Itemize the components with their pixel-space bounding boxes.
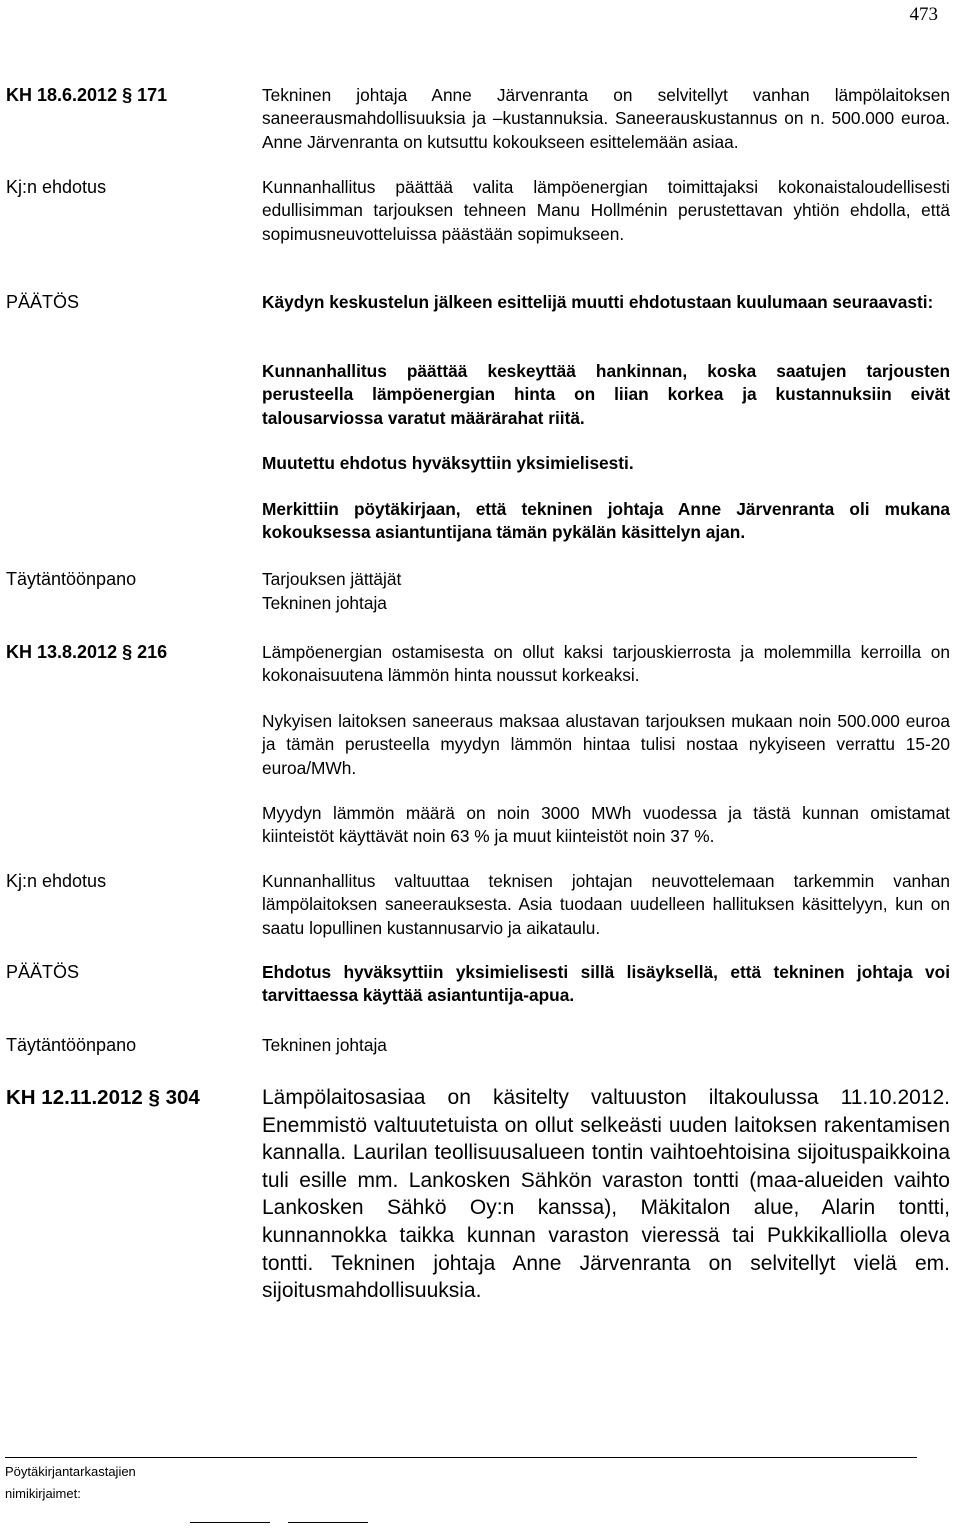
taytantoonpano-line-171-1: Tarjouksen jättäjät [262, 569, 402, 589]
paatos-text-171-3: Muutettu ehdotus hyväksyttiin yksimielisesti. [262, 453, 634, 473]
kj-ehdotus-text-171: Kunnanhallitus päättää valita lämpöenergian toimittajaksi kokonaistaloudellisesti edullisimman tarjouksen tehneen Manu Hollménin perustettavan yhtiön ehdolla, että sopimusneuvotteluissa päästään sopimukseen. [262, 177, 950, 244]
kj-ehdotus-text-216: Kunnanhallitus valtuuttaa teknisen johtajan neuvottelemaan tarkemmin vanhan lämpölaitoksen saneerauksesta. Asia tuodaan uudelleen hallituksen käsittelyyn, kun on saatu lopullinen kustannusarvio ja aikataulu. [262, 871, 950, 938]
section-171-intro: Tekninen johtaja Anne Järvenranta on selvitellyt vanhan lämpölaitoksen saneerausmahdollisuuksia ja –kustannuksia. Saneerauskustannus on n. 500.000 euroa. Anne Järvenranta on kutsuttu kokoukseen esittelemään asiaa. [262, 85, 950, 152]
taytantoonpano-label-171: Täytäntöönpano [6, 569, 137, 589]
paatos-text-216: Ehdotus hyväksyttiin yksimielisesti sillä lisäyksellä, että tekninen johtaja voi tarvittaessa käyttää asiantuntija-apua. [262, 962, 950, 1006]
paatos-label-216: PÄÄTÖS [6, 962, 80, 982]
page-number: 473 [909, 4, 938, 25]
signature-line-2 [288, 1522, 368, 1523]
section-heading-304: KH 12.11.2012 § 304 [6, 1086, 200, 1109]
section-heading-216: KH 13.8.2012 § 216 [6, 642, 168, 662]
taytantoonpano-text-216: Tekninen johtaja [262, 1035, 387, 1055]
taytantoonpano-label-216: Täytäntöönpano [6, 1035, 137, 1055]
section-304-text: Lämpölaitosasiaa on käsitelty valtuuston iltakoulussa 11.10.2012. Enemmistö valtuutetuista on ollut selkeästi uuden laitoksen rakentamisen kannalla. Laurilan teollisuusalueen tontin vaihtoehtoisina sijoituspaikkoina tuli esille mm. Lankosken Sähkön varaston tontti (maa-alueiden vaihto Lankosken Sähkö Oy:n kanssa), Mäkitalon alue, Alarin tontti, kunnannokka taikka kunnan varaston vieressä tai Pukkikalliolla oleva tontti. Tekninen johtaja Anne Järvenranta on selvitellyt vielä em. sijoitusmahdollisuuksia. [262, 1086, 950, 1303]
footer-label [5, 1461, 136, 1505]
section-216-text-3: Myydyn lämmön määrä on noin 3000 MWh vuodessa ja tästä kunnan omistamat kiinteistöt käyttävät noin 63 % ja muut kiinteistöt noin 37 %. [262, 803, 950, 847]
taytantoonpano-line-171-2: Tekninen johtaja [262, 593, 387, 613]
signature-line-1 [190, 1522, 270, 1523]
kj-ehdotus-label-216: Kj:n ehdotus [6, 871, 107, 891]
footer-label-line-1: Pöytäkirjantarkastajien [5, 1464, 136, 1479]
footer-label-line-2: nimikirjaimet: [5, 1486, 81, 1501]
section-heading-171: KH 18.6.2012 § 171 [6, 85, 168, 105]
footer-rule [5, 1457, 917, 1458]
paatos-text-171-4: Merkittiin pöytäkirjaan, että tekninen johtaja Anne Järvenranta oli mukana kokouksessa asiantuntijana tämän pykälän käsittelyn ajan. [262, 499, 950, 543]
kj-ehdotus-label-171: Kj:n ehdotus [6, 177, 107, 197]
paatos-text-171-1: Käydyn keskustelun jälkeen esittelijä muutti ehdotustaan kuulumaan seuraavasti: [262, 292, 934, 312]
section-216-text-1: Lämpöenergian ostamisesta on ollut kaksi tarjouskierrosta ja molemmilla kerroilla on kokonaisuutena lämmön hinta noussut korkeaksi. [262, 642, 950, 686]
paatos-text-171-2: Kunnanhallitus päättää keskeyttää hankinnan, koska saatujen tarjousten perusteella lämpöenergian hinta on liian korkea ja kustannuksiin eivät talousarviossa varatut määrärahat riitä. [262, 361, 950, 428]
section-216-text-2: Nykyisen laitoksen saneeraus maksaa alustavan tarjouksen mukaan noin 500.000 euroa ja tämän perusteella myydyn lämmön hintaa tulisi nostaa nykyiseen verrattu 15-20 euroa/MWh. [262, 711, 950, 778]
paatos-label-171: PÄÄTÖS [6, 292, 80, 312]
